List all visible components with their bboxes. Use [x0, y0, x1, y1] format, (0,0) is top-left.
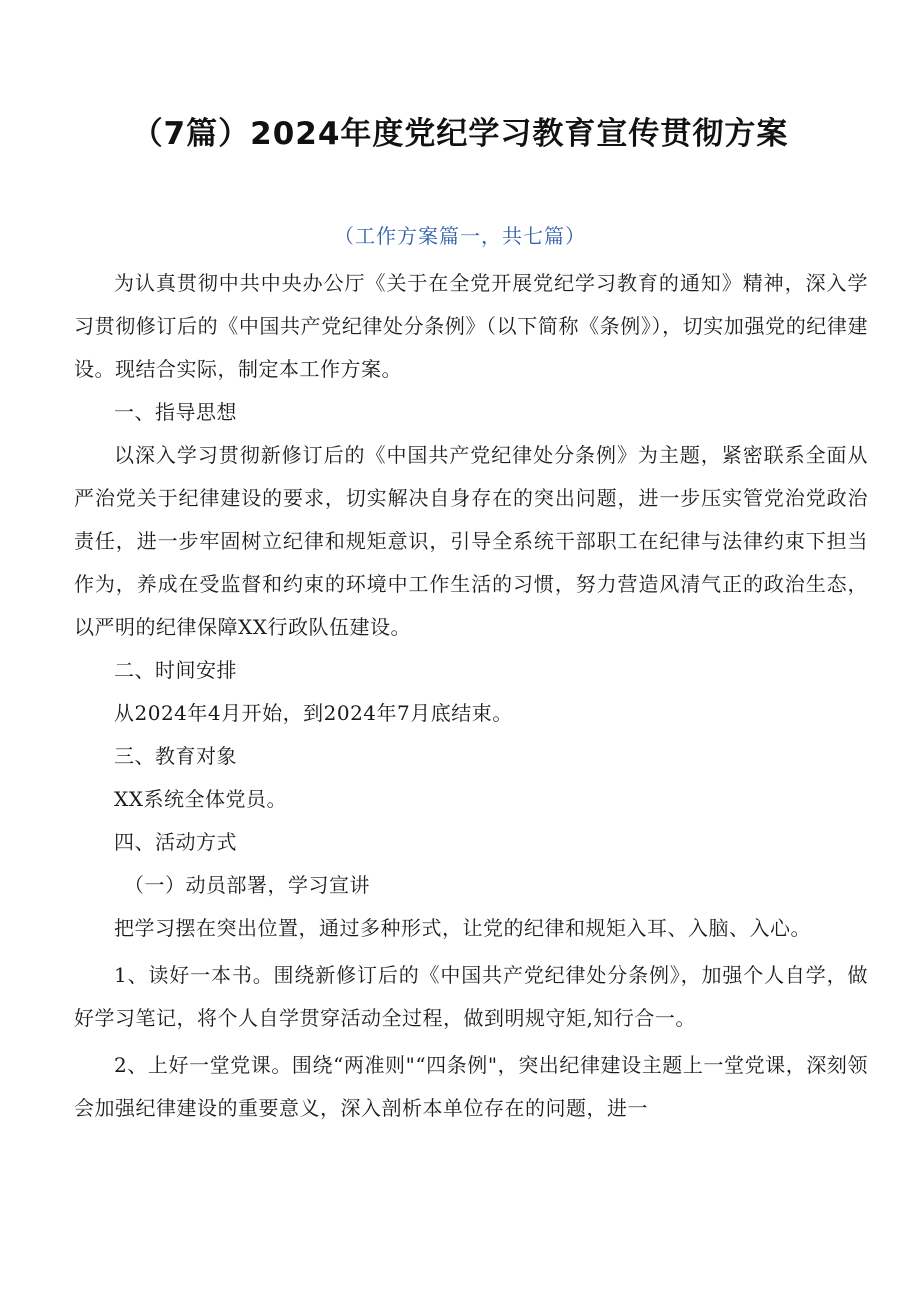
section-heading-guiding-ideology: 一、指导思想: [114, 400, 237, 424]
document-body: [74, 262, 868, 1130]
section-heading-audience: 三、教育对象: [114, 744, 237, 768]
mobilization-paragraph: 把学习摆在突出位置，通过多种形式，让党的纪律和规矩入耳、入脑、入心。: [114, 916, 811, 940]
item-read-book: 1、读好一本书。围绕新修订后的《中国共产党纪律处分条例》，加强个人自学，做好学习笔记，将个人自学贯穿活动全过程，做到明规守矩,知行合一。: [74, 963, 868, 1030]
item-party-lesson: 2、上好一堂党课。围绕“两准则"“四条例"，突出纪律建设主题上一堂党课，深刻领会加强纪律建设的重要意义，深入剖析本单位存在的问题，进一: [74, 1053, 868, 1120]
document-subtitle: （工作方案篇一，共七篇）: [334, 224, 586, 248]
intro-paragraph: 为认真贯彻中共中央办公厅《关于在全党开展党纪学习教育的通知》精神，深入学习贯彻修订后的《中国共产党纪律处分条例》（以下简称《条例》），切实加强党的纪律建设。现结合实际，制定本工作方案。: [74, 271, 868, 381]
section-heading-activities: 四、活动方式: [114, 830, 237, 854]
guiding-ideology-paragraph: 以深入学习贯彻新修订后的《中国共产党纪律处分条例》为主题，紧密联系全面从严治党关于纪律建设的要求，切实解决自身存在的突出问题，进一步压实管党治党政治责任，进一步牢固树立纪律和规矩意识，引导全系统干部职工在纪律与法律约束下担当作为，养成在受监督和约束的环境中工作生活的习惯，努力营造风清气正的政治生态，以严明的纪律保障XX行政队伍建设。: [74, 443, 868, 639]
document-title: （7篇）2024年度党纪学习教育宣传贯彻方案: [131, 116, 789, 152]
section-heading-schedule: 二、时间安排: [114, 658, 237, 682]
audience-paragraph: XX系统全体党员。: [114, 787, 287, 811]
schedule-paragraph: 从2024年4月开始，到2024年7月底结束。: [114, 701, 513, 725]
subsection-heading-mobilization: （一）动员部署，学习宣讲: [124, 873, 370, 897]
